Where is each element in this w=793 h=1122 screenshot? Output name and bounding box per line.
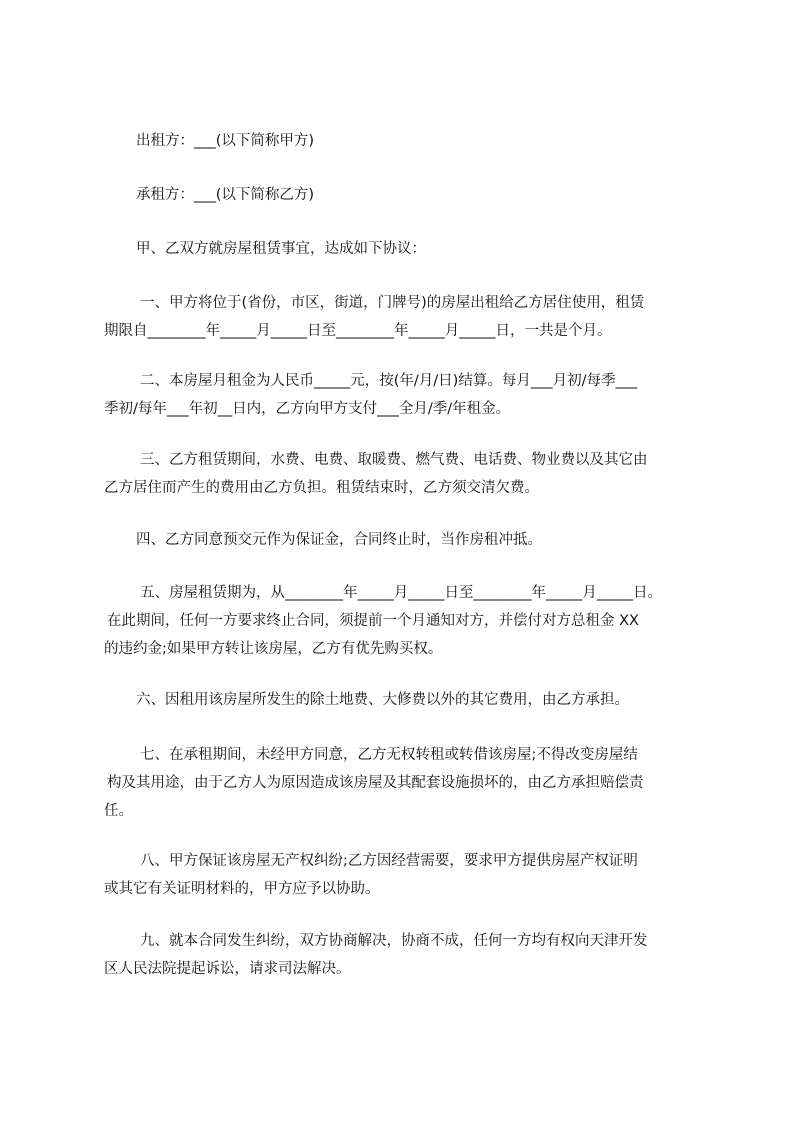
clause-9-line-2: 区人民法院提起诉讼，请求司法解决。 — [104, 961, 351, 977]
clause-1-line-2: 期限自________年_____月_____日至________年_____月_____日，一共是个月。 — [104, 323, 612, 339]
clause-7 — [104, 741, 694, 825]
clause-3-line-1: 三、乙方租赁期间，水费、电费、取暖费、燃气费、电话费、物业费以及其它由 — [140, 452, 648, 468]
clause-5 — [104, 579, 694, 663]
clause-2 — [104, 367, 694, 423]
clause-9-line-1: 九、就本合同发生纠纷，双方协商解决，协商不成，任何一方均有权向天津开发 — [140, 933, 648, 949]
clause-8 — [104, 847, 694, 903]
clause-7-line-1: 七、在承租期间，未经甲方同意，乙方无权转租或转借该房屋;不得改变房屋结 — [140, 747, 638, 763]
clause-5-line-3: 的违约金;如果甲方转让该房屋，乙方有优先购买权。 — [104, 641, 443, 657]
lessee-line: 承租方：___(以下简称乙方) — [136, 187, 315, 203]
clause-8-line-1: 八、甲方保证该房屋无产权纠纷;乙方因经营需要，要求甲方提供房屋产权证明 — [140, 853, 638, 869]
clause-6 — [104, 686, 694, 714]
clause-2-line-2: 季初/每年___年初__日内，乙方向甲方支付___全月/季/年租金。 — [104, 401, 511, 417]
clause-1 — [104, 289, 694, 345]
lessor-line: 出租方：___(以下简称甲方) — [136, 133, 315, 149]
clause-4 — [104, 526, 694, 554]
clause-2-line-1: 二、本房屋月租金为人民币_____元，按(年/月/日)结算。每月___月初/每季___ — [140, 373, 638, 389]
clause-9 — [104, 927, 694, 983]
clause-7-line-3: 任。 — [104, 803, 133, 819]
clause-3 — [104, 446, 694, 502]
clause-3-line-2: 乙方居住而产生的费用由乙方负担。租赁结束时，乙方须交清欠费。 — [104, 480, 539, 496]
clause-5-line-2: 在此期间，任何一方要求终止合同，须提前一个月通知对方，并偿付对方总租金 XX — [107, 613, 639, 629]
clause-1-line-1: 一、甲方将位于(省份，市区，街道，门牌号)的房屋出租给乙方居住使用，租赁 — [140, 295, 645, 311]
clause-4-line-1: 四、乙方同意预交元作为保证金，合同终止时，当作房租冲抵。 — [136, 532, 542, 548]
clause-5-line-1: 五、房屋租赁期为，从________年_____月_____日至________年_____月_____日。 — [140, 585, 662, 601]
clause-8-line-2: 或其它有关证明材料的，甲方应予以协助。 — [104, 881, 380, 897]
clause-6-line-1: 六、因租用该房屋所发生的除土地费、大修费以外的其它费用，由乙方承担。 — [136, 692, 629, 708]
intro-line: 甲、乙双方就房屋租赁事宜，达成如下协议： — [136, 241, 426, 257]
clause-7-line-2: 构及其用途，由于乙方人为原因造成该房屋及其配套设施损坏的，由乙方承担赔偿责 — [107, 775, 644, 791]
